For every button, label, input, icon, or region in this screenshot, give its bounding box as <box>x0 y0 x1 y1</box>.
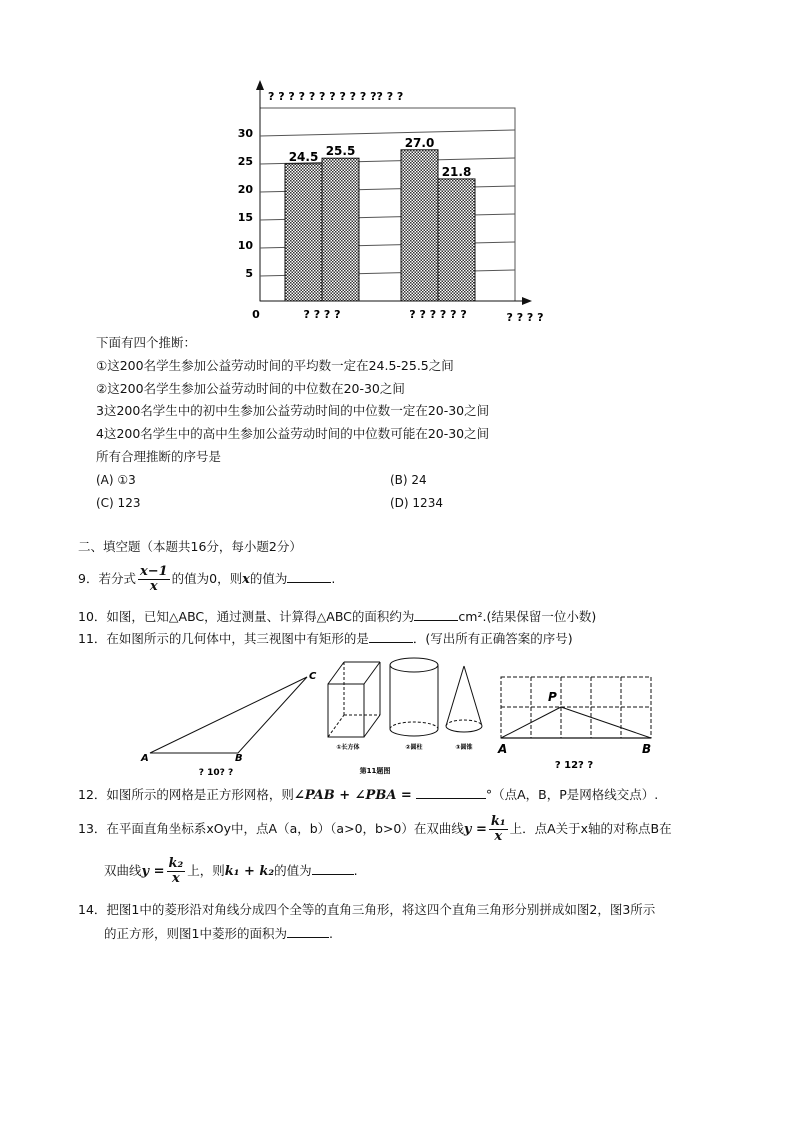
question-11 <box>78 630 573 647</box>
q11-post: ．(写出所有正确答案的序号) <box>412 631 573 646</box>
q12-prefix: 12．如图所示的网格是正方形网格，则 <box>78 787 294 802</box>
q9-denominator: x <box>149 579 158 594</box>
q9-variable: x <box>242 572 250 587</box>
triangle-label-a: A <box>141 753 149 764</box>
x-category-label-1: ? ? ? ? ? ? <box>409 308 467 321</box>
q11-answer-blank[interactable] <box>369 630 413 643</box>
x-category-label-0: ? ? ? ? <box>303 308 341 321</box>
bar-0-1 <box>322 158 359 301</box>
y-tick-label-5: 5 <box>245 267 253 280</box>
y-axis-arrow <box>256 80 264 90</box>
q8-option-d[interactable]: (D) 1234 <box>390 496 443 510</box>
x-axis-arrow <box>522 297 532 305</box>
q9-prefix: 9．若分式 <box>78 571 136 586</box>
q13-prefix: 13．在平面直角坐标系xOy中，点A（a，b）（a>0，b>0）在双曲线 <box>78 821 464 836</box>
cylinder-shape <box>390 658 438 736</box>
q10-post: (结果保留一位小数) <box>486 609 597 624</box>
square-grid <box>501 677 651 738</box>
q13-y2: y = <box>141 864 165 879</box>
bar-value-label-0-1: 25.5 <box>325 144 356 159</box>
q9-end: . <box>331 571 336 586</box>
y-tick-label-20: 20 <box>237 183 253 196</box>
segment-pb <box>561 707 651 738</box>
q13-k2: k₂ <box>168 856 184 871</box>
solids-caption: 第11题图 <box>359 767 391 775</box>
bar-chart <box>230 78 560 328</box>
q9-answer-blank[interactable] <box>287 570 331 583</box>
q11-prefix: 11．在如图所示的几何体中，其三视图中有矩形的是 <box>78 631 369 646</box>
triangle-caption: ? 10? ? <box>198 768 234 777</box>
grid-label-p: P <box>548 690 557 704</box>
q8-option-b[interactable]: (B) 24 <box>390 473 427 487</box>
q10-prefix: 10．如图，已知△ABC，通过测量、计算得△ABC的面积约为 <box>78 609 415 624</box>
triangle-label-c: C <box>309 671 317 682</box>
y-tick-label-15: 15 <box>237 211 253 224</box>
q8-statement-3: 3这200名学生中的初中生参加公益劳动时间的中位数一定在20-30之间 <box>96 403 490 418</box>
q14-end: . <box>328 926 333 941</box>
q12-answer-blank[interactable] <box>416 786 486 799</box>
q8-option-c[interactable]: (C) 123 <box>96 496 141 510</box>
chart-xlabel: ? ? ? ? <box>506 311 544 324</box>
triangle-label-b: B <box>235 753 243 764</box>
q9-post: 的值为 <box>249 571 288 586</box>
bar-value-label-1-0: 27.0 <box>404 135 435 150</box>
solid-label-cylinder: ②圆柱 <box>405 744 423 751</box>
bar-1-1 <box>438 179 475 301</box>
grid-caption: ? 12? ? <box>554 760 594 771</box>
q13-fraction-1 <box>489 815 508 844</box>
q9-numerator: x−1 <box>139 564 168 579</box>
y-tick-label-10: 10 <box>237 239 253 252</box>
q13-end: . <box>353 863 358 878</box>
y-tick-label-25: 25 <box>237 155 253 168</box>
figure-grid <box>492 667 662 775</box>
section-heading: 二、填空题（本题共16分，每小题2分） <box>78 539 302 554</box>
q10-unit: cm². <box>458 609 487 624</box>
bar-0-0 <box>285 164 322 301</box>
q13-x1: x <box>494 829 503 844</box>
q13-line1-post: 上．点A关于x轴的对称点B在 <box>509 821 672 836</box>
question-10 <box>78 608 596 625</box>
q8-statement-1: ①这200名学生参加公益劳动时间的平均数一定在24.5-25.5之间 <box>96 358 454 373</box>
cone-shape <box>446 666 482 732</box>
q10-answer-blank[interactable] <box>414 608 458 621</box>
bar-value-label-0-0: 24.5 <box>288 149 319 164</box>
figure-solids <box>322 654 502 778</box>
q8-statement-4: 4这200名学生中的高中生参加公益劳动时间的中位数可能在20-30之间 <box>96 426 490 441</box>
q12-post: °（点A，B，P是网格线交点）. <box>485 787 659 802</box>
q13-answer-blank[interactable] <box>312 862 354 875</box>
figure-triangle <box>130 665 330 777</box>
chart-title: ? ? ? ? ? ? ? ? ? ? ?? ? ? <box>268 90 404 103</box>
solid-label-cuboid: ①长方体 <box>336 744 360 751</box>
q9-mid: 的值为0，则 <box>171 571 243 586</box>
q12-angle-expression: ∠PAB + ∠PBA = <box>293 788 412 803</box>
q14-answer-blank[interactable] <box>287 925 329 938</box>
question-14-line-1: 14．把图1中的菱形沿对角线分成四个全等的直角三角形，将这四个直角三角形分别拼成如图2，图3所示 <box>78 902 656 917</box>
q14-line2-text: 的正方形，则图1中菱形的面积为 <box>104 926 287 941</box>
triangle-abc <box>150 677 307 753</box>
chart-origin-label: 0 <box>252 308 260 321</box>
grid-label-a: A <box>498 742 508 756</box>
q13-line2-prefix: 双曲线 <box>104 863 142 878</box>
q13-line2-post: 的值为 <box>274 863 312 878</box>
q9-fraction <box>138 565 170 594</box>
q13-k1: k₁ <box>490 814 506 829</box>
q8-prompt: 所有合理推断的序号是 <box>96 449 222 464</box>
question-12 <box>78 786 658 804</box>
q8-option-a[interactable]: (A) ①3 <box>96 473 136 487</box>
q8-statement-2: ②这200名学生参加公益劳动时间的中位数在20-30之间 <box>96 381 405 396</box>
q13-fraction-2 <box>167 857 186 886</box>
question-13-line-1 <box>78 814 672 845</box>
solid-label-cone: ③圆锥 <box>455 744 473 751</box>
cuboid-shape <box>328 662 380 737</box>
question-9 <box>78 564 335 595</box>
grid-label-b: B <box>642 742 652 756</box>
q13-sum: k₁ + k₂ <box>224 864 275 879</box>
q13-x2: x <box>171 871 180 886</box>
question-13-line-2 <box>104 856 358 887</box>
bar-value-label-1-1: 21.8 <box>441 164 472 179</box>
bar-1-0 <box>401 150 438 301</box>
question-14-line-2 <box>104 925 333 942</box>
q13-line2-mid: 上，则 <box>187 863 225 878</box>
gridline-30 <box>260 130 515 136</box>
q8-intro: 下面有四个推断： <box>96 335 197 350</box>
q13-y1: y = <box>463 822 487 837</box>
y-tick-label-30: 30 <box>237 127 253 140</box>
